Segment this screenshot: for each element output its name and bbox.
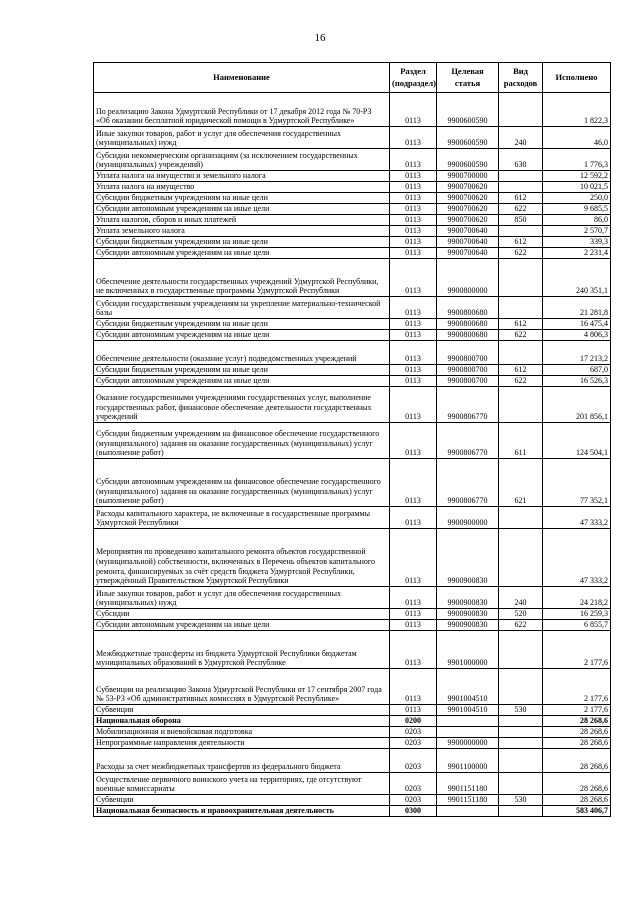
cell-expense-type: 621 [499, 459, 543, 507]
table-row [94, 749, 611, 773]
cell-name: Обеспечение деятельности государственных учреждений Удмуртской Республики, не включенных в государственные программы Удмуртской Республики [94, 259, 390, 297]
cell-section: 0113 [390, 387, 437, 423]
cell-expense-type: 850 [499, 215, 543, 226]
cell-expense-type [499, 226, 543, 237]
cell-expense-type [499, 297, 543, 319]
cell-section: 0113 [390, 319, 437, 330]
cell-amount: 250,0 [543, 193, 611, 204]
cell-article: 9900800680 [437, 319, 499, 330]
header-expense-type: Вид расходов [499, 63, 543, 93]
cell-section: 0113 [390, 587, 437, 609]
header-amount: Исполнено [543, 63, 611, 93]
cell-expense-type: 622 [499, 204, 543, 215]
cell-article: 9900600590 [437, 93, 499, 127]
cell-section: 0113 [390, 620, 437, 631]
cell-name: Непрограммные направления деятельности [94, 738, 390, 749]
cell-article: 9900800680 [437, 330, 499, 341]
cell-amount: 24 218,2 [543, 587, 611, 609]
cell-amount: 4 806,3 [543, 330, 611, 341]
cell-section: 0113 [390, 423, 437, 459]
cell-expense-type [499, 93, 543, 127]
table-row [94, 529, 611, 587]
cell-expense-type [499, 259, 543, 297]
cell-section: 0113 [390, 93, 437, 127]
table-row [94, 587, 611, 609]
cell-article: 9900800700 [437, 376, 499, 387]
cell-section: 0200 [390, 716, 437, 727]
cell-expense-type [499, 507, 543, 529]
cell-section: 0113 [390, 171, 437, 182]
cell-expense-type [499, 529, 543, 587]
cell-name: Субвенции [94, 795, 390, 806]
cell-name: Субсидии автономным учреждениям на иные цели [94, 620, 390, 631]
cell-article: 9900800680 [437, 297, 499, 319]
cell-article: 9900600590 [437, 149, 499, 171]
cell-expense-type: 622 [499, 376, 543, 387]
cell-amount: 17 213,2 [543, 341, 611, 365]
cell-section: 0113 [390, 669, 437, 705]
cell-name: Субсидии государственным учреждениям на укрепление материально-технической базы [94, 297, 390, 319]
cell-amount: 47 333,2 [543, 529, 611, 587]
cell-expense-type: 630 [499, 149, 543, 171]
table-row [94, 376, 611, 387]
cell-amount: 47 333,2 [543, 507, 611, 529]
cell-article: 9900700640 [437, 237, 499, 248]
cell-name: Мобилизационная и вневойсковая подготовка [94, 727, 390, 738]
cell-expense-type [499, 727, 543, 738]
cell-section: 0113 [390, 237, 437, 248]
cell-amount: 1 822,3 [543, 93, 611, 127]
cell-name: Субсидии бюджетным учреждениям на иные цели [94, 319, 390, 330]
cell-expense-type: 240 [499, 127, 543, 149]
cell-section: 0113 [390, 127, 437, 149]
cell-expense-type: 530 [499, 795, 543, 806]
cell-name: Иные закупки товаров, работ и услуг для обеспечения государственных (муниципальных) нужд [94, 587, 390, 609]
cell-section: 0203 [390, 773, 437, 795]
cell-amount: 86,0 [543, 215, 611, 226]
table-row [94, 226, 611, 237]
table-row [94, 248, 611, 259]
cell-article: 9900600590 [437, 127, 499, 149]
cell-amount: 46,0 [543, 127, 611, 149]
cell-article: 9900700000 [437, 171, 499, 182]
cell-amount: 16 259,3 [543, 609, 611, 620]
cell-name: Субсидии бюджетным учреждениям на финансовое обеспечение государственного (муниципального) задания на оказание государственных (муниципальных) услуг (выполнение работ) [94, 423, 390, 459]
table-row [94, 182, 611, 193]
cell-expense-type [499, 806, 543, 817]
cell-section: 0203 [390, 749, 437, 773]
cell-name: Субсидии автономным учреждениям на финансовое обеспечение государственного (муниципального) задания на оказание государственных (муниципальных) услуг (выполнение работ) [94, 459, 390, 507]
cell-expense-type: 530 [499, 705, 543, 716]
cell-name: Субсидии автономным учреждениям на иные цели [94, 330, 390, 341]
cell-name: Субвенции на реализацию Закона Удмуртской Республики от 17 сентября 2007 года № 53-РЗ «Об административных комиссиях в Удмуртской Республике» [94, 669, 390, 705]
cell-section: 0113 [390, 705, 437, 716]
table-row [94, 237, 611, 248]
cell-amount: 28 268,6 [543, 727, 611, 738]
cell-article: 9901151180 [437, 773, 499, 795]
cell-name: Национальная оборона [94, 716, 390, 727]
table-row [94, 609, 611, 620]
cell-expense-type [499, 387, 543, 423]
cell-name: Межбюджетные трансферты из бюджета Удмуртской Республики бюджетам муниципальных образований в Удмуртской Республике [94, 631, 390, 669]
cell-article: 9900900830 [437, 620, 499, 631]
cell-section: 0113 [390, 529, 437, 587]
table-row [94, 705, 611, 716]
cell-amount: 6 855,7 [543, 620, 611, 631]
table-row [94, 423, 611, 459]
cell-amount: 240 351,1 [543, 259, 611, 297]
table-row [94, 507, 611, 529]
table-row [94, 171, 611, 182]
cell-name: Мероприятия по проведению капитального ремонта объектов государственной (муниципальной) собственности, включенных в Перечень объектов капитального ремонта, финансируемых за счёт средств бюджета Удмуртской Республики, утверждённый Правительством Удмуртской Республики [94, 529, 390, 587]
cell-section: 0113 [390, 631, 437, 669]
cell-article: 9900700620 [437, 182, 499, 193]
cell-article: 9900900830 [437, 609, 499, 620]
cell-article: 9900700640 [437, 248, 499, 259]
cell-name: Расходы за счет межбюджетных трансфертов из федерального бюджета [94, 749, 390, 773]
cell-section: 0113 [390, 248, 437, 259]
cell-amount: 2 231,4 [543, 248, 611, 259]
cell-article: 9900800000 [437, 259, 499, 297]
cell-article: 9900900830 [437, 587, 499, 609]
cell-amount: 687,0 [543, 365, 611, 376]
table-row [94, 330, 611, 341]
cell-amount: 2 177,6 [543, 669, 611, 705]
cell-section: 0113 [390, 376, 437, 387]
table-row [94, 259, 611, 297]
cell-section: 0203 [390, 795, 437, 806]
cell-expense-type: 612 [499, 237, 543, 248]
cell-expense-type: 611 [499, 423, 543, 459]
table-row [94, 773, 611, 795]
cell-name: Уплата налогов, сборов и иных платежей [94, 215, 390, 226]
cell-amount: 9 685,5 [543, 204, 611, 215]
cell-section: 0203 [390, 727, 437, 738]
cell-name: Субвенции [94, 705, 390, 716]
cell-section: 0113 [390, 507, 437, 529]
cell-section: 0113 [390, 609, 437, 620]
cell-amount: 2 177,6 [543, 705, 611, 716]
cell-expense-type [499, 171, 543, 182]
cell-expense-type [499, 738, 543, 749]
cell-amount: 12 592,2 [543, 171, 611, 182]
cell-amount: 28 268,6 [543, 749, 611, 773]
cell-section: 0113 [390, 204, 437, 215]
cell-article: 9900700640 [437, 226, 499, 237]
cell-article: 9900900000 [437, 507, 499, 529]
cell-article: 9900700620 [437, 193, 499, 204]
cell-article: 9901151180 [437, 795, 499, 806]
table-row [94, 716, 611, 727]
cell-name: Субсидии автономным учреждениям на иные цели [94, 204, 390, 215]
cell-article: 9900900830 [437, 529, 499, 587]
table-row [94, 459, 611, 507]
cell-section: 0113 [390, 259, 437, 297]
table-row [94, 215, 611, 226]
table-row [94, 341, 611, 365]
cell-amount: 16 475,4 [543, 319, 611, 330]
cell-name: Оказание государственными учреждениями государственных услуг, выполнение государственных работ, финансовое обеспечение деятельности государственных учреждений [94, 387, 390, 423]
cell-amount: 201 856,1 [543, 387, 611, 423]
cell-name: Субсидии [94, 609, 390, 620]
cell-section: 0113 [390, 365, 437, 376]
cell-amount: 16 526,3 [543, 376, 611, 387]
cell-amount: 1 776,3 [543, 149, 611, 171]
cell-name: Субсидии бюджетным учреждениям на иные цели [94, 365, 390, 376]
page-number: 16 [314, 32, 326, 44]
header-article: Целевая статья [437, 63, 499, 93]
cell-expense-type: 622 [499, 248, 543, 259]
cell-name: Субсидии автономным учреждениям на иные цели [94, 248, 390, 259]
cell-name: Расходы капитального характера, не включенные в государственные программы Удмуртской Республики [94, 507, 390, 529]
cell-expense-type: 622 [499, 620, 543, 631]
cell-article: 9901100000 [437, 749, 499, 773]
table-row [94, 727, 611, 738]
cell-amount: 21 281,8 [543, 297, 611, 319]
table-row [94, 795, 611, 806]
cell-name: Национальная безопасность и правоохранительная деятельность [94, 806, 390, 817]
cell-expense-type: 612 [499, 365, 543, 376]
cell-amount: 28 268,6 [543, 738, 611, 749]
cell-article [437, 806, 499, 817]
cell-article: 9900800700 [437, 341, 499, 365]
budget-execution-table [93, 62, 611, 817]
cell-amount: 28 268,6 [543, 773, 611, 795]
cell-name: Осуществление первичного воинского учета на территориях, где отсутствуют военные комиссариаты [94, 773, 390, 795]
table-row [94, 365, 611, 376]
table-row [94, 204, 611, 215]
cell-article: 9900700620 [437, 215, 499, 226]
cell-section: 0203 [390, 738, 437, 749]
cell-name: Уплата налога на имущество [94, 182, 390, 193]
cell-expense-type [499, 182, 543, 193]
cell-section: 0113 [390, 182, 437, 193]
cell-amount: 28 268,6 [543, 795, 611, 806]
cell-article: 9900806770 [437, 387, 499, 423]
cell-article: 9900806770 [437, 423, 499, 459]
cell-amount: 77 352,1 [543, 459, 611, 507]
table-header-row [94, 63, 611, 93]
cell-name: Обеспечение деятельности (оказание услуг) подведомственных учреждений [94, 341, 390, 365]
cell-section: 0113 [390, 459, 437, 507]
table-row [94, 193, 611, 204]
table-row [94, 149, 611, 171]
cell-expense-type [499, 341, 543, 365]
cell-article: 9900800700 [437, 365, 499, 376]
cell-expense-type: 612 [499, 319, 543, 330]
cell-section: 0113 [390, 226, 437, 237]
cell-amount: 28 268,6 [543, 716, 611, 727]
cell-section: 0113 [390, 330, 437, 341]
cell-expense-type [499, 631, 543, 669]
table-row [94, 93, 611, 127]
table-row [94, 297, 611, 319]
table-row [94, 738, 611, 749]
cell-section: 0113 [390, 215, 437, 226]
cell-name: Субсидии некоммерческим организациям (за исключением государственных (муниципальных) учреждений) [94, 149, 390, 171]
cell-name: Иные закупки товаров, работ и услуг для обеспечения государственных (муниципальных) нужд [94, 127, 390, 149]
cell-article [437, 727, 499, 738]
cell-name: Уплата налога на имущество и земельного налога [94, 171, 390, 182]
cell-amount: 10 021,5 [543, 182, 611, 193]
cell-section: 0113 [390, 341, 437, 365]
cell-section: 0113 [390, 193, 437, 204]
table-row [94, 631, 611, 669]
cell-expense-type: 240 [499, 587, 543, 609]
cell-amount: 124 504,1 [543, 423, 611, 459]
cell-amount: 2 177,6 [543, 631, 611, 669]
header-section: Раздел (подраздел) [390, 63, 437, 93]
table-row [94, 669, 611, 705]
cell-name: Субсидии бюджетным учреждениям на иные цели [94, 237, 390, 248]
cell-article: 9900806770 [437, 459, 499, 507]
cell-amount: 2 570,7 [543, 226, 611, 237]
cell-expense-type [499, 669, 543, 705]
cell-article [437, 716, 499, 727]
cell-amount: 583 406,7 [543, 806, 611, 817]
cell-expense-type [499, 773, 543, 795]
cell-name: Субсидии автономным учреждениям на иные цели [94, 376, 390, 387]
cell-name: По реализацию Закона Удмуртской Республики от 17 декабря 2012 года № 70-РЗ «Об оказании бесплатной юридической помощи в Удмуртской Республике» [94, 93, 390, 127]
table-row [94, 127, 611, 149]
cell-article: 9900000000 [437, 738, 499, 749]
cell-article: 9901004510 [437, 705, 499, 716]
cell-section: 0113 [390, 149, 437, 171]
cell-expense-type: 612 [499, 193, 543, 204]
cell-article: 9901000000 [437, 631, 499, 669]
cell-section: 0300 [390, 806, 437, 817]
table-row [94, 387, 611, 423]
header-name: Наименование [94, 63, 390, 93]
cell-article: 9900700620 [437, 204, 499, 215]
cell-name: Уплата земельного налога [94, 226, 390, 237]
cell-section: 0113 [390, 297, 437, 319]
cell-amount: 339,3 [543, 237, 611, 248]
cell-expense-type: 520 [499, 609, 543, 620]
cell-expense-type [499, 749, 543, 773]
table-row [94, 806, 611, 817]
cell-expense-type [499, 716, 543, 727]
cell-article: 9901004510 [437, 669, 499, 705]
cell-expense-type: 622 [499, 330, 543, 341]
table-row [94, 319, 611, 330]
cell-name: Субсидии бюджетным учреждениям на иные цели [94, 193, 390, 204]
table-row [94, 620, 611, 631]
